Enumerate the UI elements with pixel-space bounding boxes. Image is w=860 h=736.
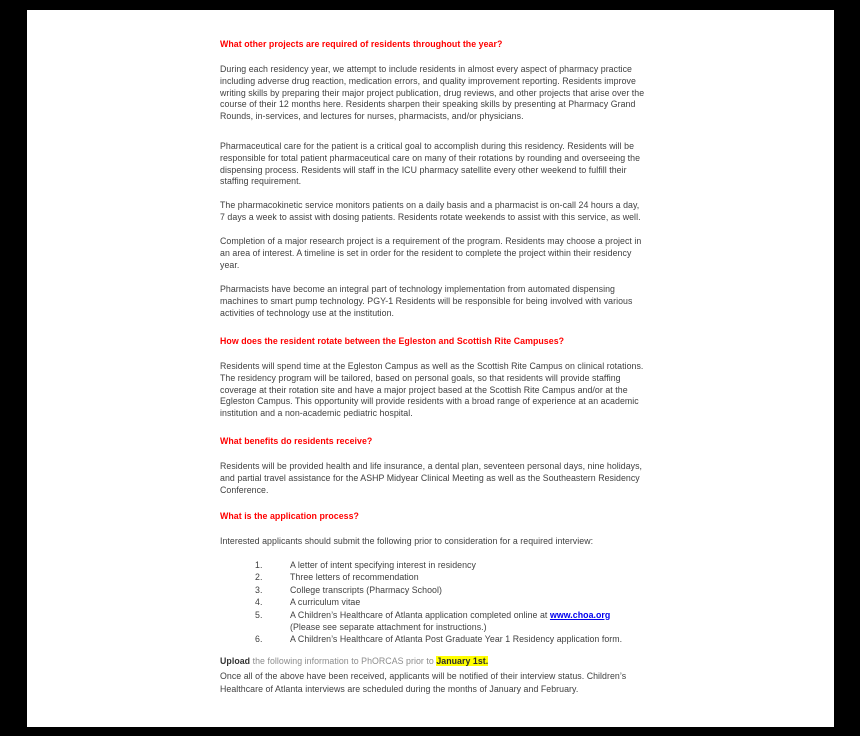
document-page <box>27 10 834 727</box>
list-item-text: A letter of intent specifying interest in residency <box>290 560 476 570</box>
list-item-text: College transcripts (Pharmacy School) <box>290 584 442 595</box>
list-item-text: Three letters of recommendation <box>290 572 419 583</box>
paragraph-application-intro: Interested applicants should submit the following prior to consideration for a required interview: <box>220 536 594 546</box>
list-item-recommendation-letters <box>220 571 646 583</box>
list-item-text-before-link: A Children’s Healthcare of Atlanta application completed online at <box>290 609 550 620</box>
paragraph-interview-notification: Once all of the above have been received, applicants will be notified of their interview status. Children’s Healthcare of Atlanta interviews are scheduled during the months of January and February. <box>220 671 627 695</box>
question-heading-application-process: What is the application process? <box>220 511 359 521</box>
list-item-number: 2. <box>255 572 263 583</box>
list-item-curriculum-vitae <box>220 596 646 608</box>
list-item-instructions-note: (Please see separate attachment for instructions.) <box>290 622 487 633</box>
paragraph-benefits: Residents will be provided health and life insurance, a dental plan, seventeen personal days, nine holidays, and partial travel assistance for the ASHP Midyear Clinical Meeting as well as the Southeastern Residency Conference. <box>220 461 643 495</box>
question-heading-other-projects: What other projects are required of residents throughout the year? <box>220 39 503 49</box>
paragraph-research-project: Completion of a major research project is a requirement of the program. Residents may choose a project in an area of interest. A timeline is set in order for the resident to complete the project within their residency year. <box>220 236 642 270</box>
list-item-number: 6. <box>255 634 263 645</box>
deadline-highlight: January 1st. <box>436 656 489 666</box>
paragraph-technology: Pharmacists have become an integral part of technology implementation from automated dispensing machines to smart pump technology. PGY-1 Residents will be responsible for being involved with various activities of technology use at the institution. <box>220 284 633 318</box>
list-item-text: A curriculum vitae <box>290 597 361 608</box>
list-item-number: 1. <box>255 560 263 570</box>
paragraph-campus-rotation: Residents will spend time at the Egleston Campus as well as the Scottish Rite Campus on clinical rotations. The residency program will be tailored, based on personal goals, so that residents will provide staffing coverage at their rotation site and have a major project based at the Scottish Rite Campus and/or at the Egleston Campus. This opportunity will provide residents with a broad range of experience at an academic institution and a non-academic pediatric hospital. <box>220 361 644 419</box>
list-item-transcripts <box>220 584 646 596</box>
list-item-text <box>290 609 646 634</box>
upload-instruction-text: the following information to PhORCAS prior to <box>250 656 437 666</box>
list-item-number: 4. <box>255 597 263 608</box>
upload-action-text: Upload <box>220 656 251 666</box>
paragraph-pharmaceutical-care: Pharmaceutical care for the patient is a critical goal to accomplish during this residency. Residents will be responsible for total patient pharmaceutical care on many of their rotations by rounding and overseeing the dispensing process. Residents will staff in the ICU pharmacy satellite every other weekend to fulfill their staffing requirement. <box>220 141 641 187</box>
list-item-text: A Children’s Healthcare of Atlanta Post Graduate Year 1 Residency application form. <box>290 634 623 645</box>
upload-deadline-line <box>220 656 646 668</box>
question-heading-campus-rotation: How does the resident rotate between the Egleston and Scottish Rite Campuses? <box>220 336 565 346</box>
paragraph-pharmacokinetic-service: The pharmacokinetic service monitors patients on a daily basis and a pharmacist is on-call 24 hours a day, 7 days a week to assist with dosing patients. Residents rotate weekends to assist with this service, as well. <box>220 200 641 222</box>
list-item-online-application <box>220 609 646 634</box>
list-item-letter-of-intent <box>220 559 646 571</box>
list-item-residency-application-form <box>220 633 646 645</box>
application-requirements-list <box>220 559 646 646</box>
list-item-number: 3. <box>255 584 263 595</box>
question-heading-benefits: What benefits do residents receive? <box>220 436 373 446</box>
list-item-number: 5. <box>255 609 263 620</box>
choa-link[interactable]: www.choa.org <box>549 609 611 620</box>
paragraph-residency-projects: During each residency year, we attempt to include residents in almost every aspect of pharmacy practice including adverse drug reaction, medication errors, and quality improvement reporting. Residents improve writing skills by preparing their major project publication, drug reviews, and other projects that arise over the course of their 12 months here. Residents sharpen their speaking skills by presenting at Pharmacy Grand Rounds, in-services, and lectures for nurses, pharmacists, and/or physicians. <box>220 64 645 122</box>
